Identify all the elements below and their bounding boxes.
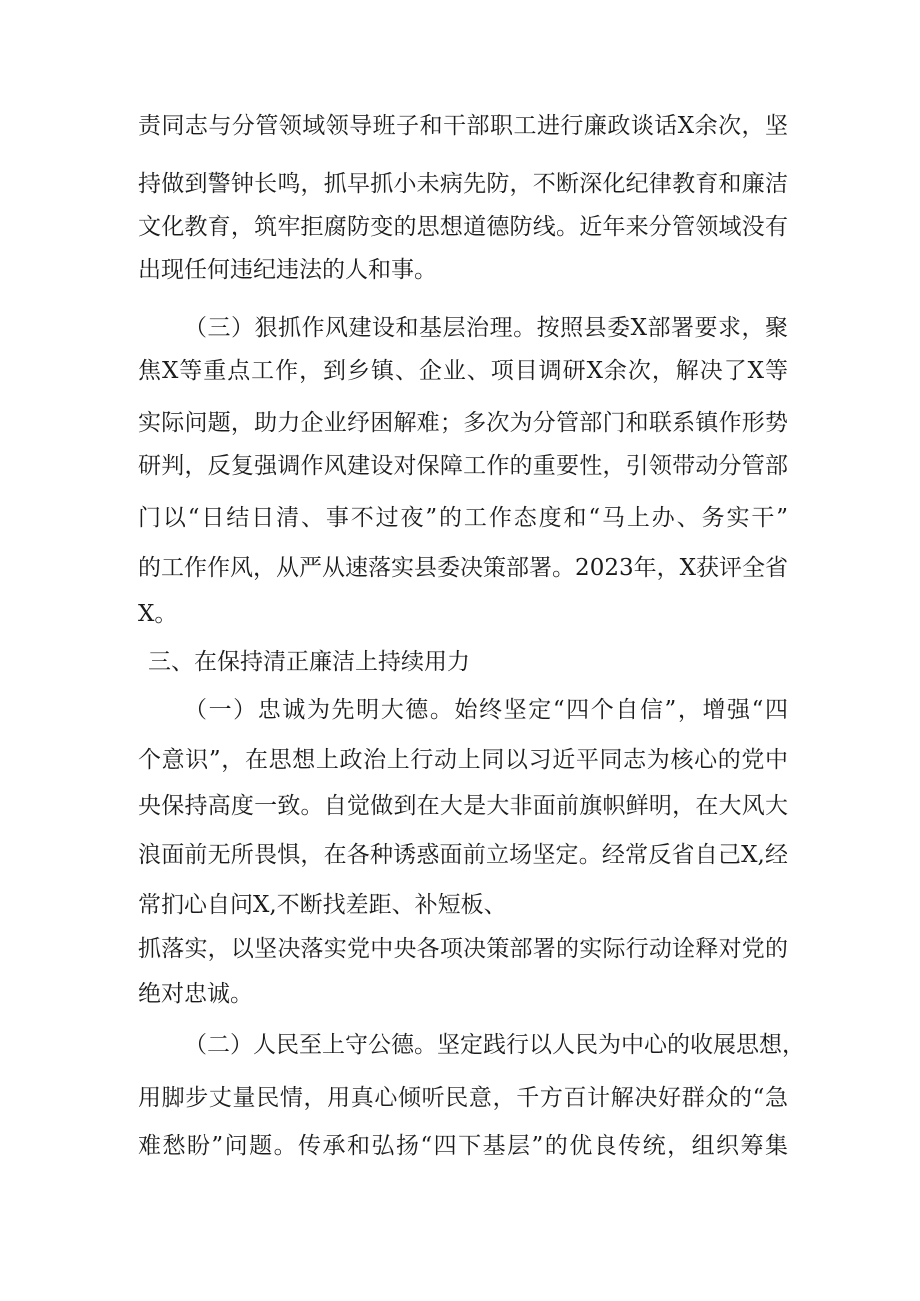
text-line: 持做到警钟长鸣，抓早抓小未病先防，不断深化纪律教育和廉洁 <box>138 171 788 197</box>
text-line: 的工作作风，从严从速落实县委决策部署。2023年，X获评全省 <box>138 555 788 581</box>
text-line: 出现任何违纪违法的人和事。 <box>138 257 437 283</box>
text-line: 浪面前无所畏惧，在各种诱惑面前立场坚定。经常反省自己X,经 <box>138 842 788 868</box>
text-line: 央保持高度一致。自觉做到在大是大非面前旗帜鲜明，在大风大 <box>138 793 788 819</box>
text-line: 绝对忠诚。 <box>138 981 253 1007</box>
text-line: 抓落实，以坚决落实党中央各项决策部署的实际行动诠释对党的 <box>138 936 788 962</box>
text-line: 文化教育，筑牢拒腐防变的思想道德防线。近年来分管领域没有 <box>138 214 788 240</box>
text-line: 责同志与分管领域领导班子和干部职工进行廉政谈话X余次，坚 <box>138 113 788 139</box>
text-line: 难愁盼”问题。传承和弘扬“四下基层”的优良传统，组织筹集 <box>138 1133 788 1159</box>
paragraph-first-line: （二）人民至上守公德。坚定践行以人民为中心的收展思想， <box>184 1032 805 1058</box>
text-line: 研判，反复强调作风建设对保障工作的重要性，引领带动分管部 <box>138 453 788 479</box>
text-line: 用脚步丈量民情，用真心倾听民意，千方百计解决好群众的“急 <box>138 1085 788 1111</box>
paragraph-first-line: （一）忠诚为先明大德。始终坚定“四个自信”，增强“四 <box>184 697 788 723</box>
text-line: 焦X等重点工作，到乡镇、企业、项目调研X余次，解决了X等 <box>138 358 788 384</box>
text-line: 常扪心自问X,不断找差距、补短板、 <box>138 892 507 918</box>
text-line: 实际问题，助力企业纾困解难；多次为分管部门和联系镇作形势 <box>138 410 788 436</box>
section-heading: 三、在保持清正廉洁上持续用力 <box>148 649 470 675</box>
paragraph-first-line: （三）狠抓作风建设和基层治理。按照县委X部署要求，聚 <box>184 315 788 341</box>
text-line: X。 <box>138 601 178 627</box>
text-line: 个意识”，在思想上政治上行动上同以习近平同志为核心的党中 <box>138 747 788 773</box>
text-line: 门以“日结日清、事不过夜”的工作态度和“马上办、务实干” <box>138 505 788 531</box>
